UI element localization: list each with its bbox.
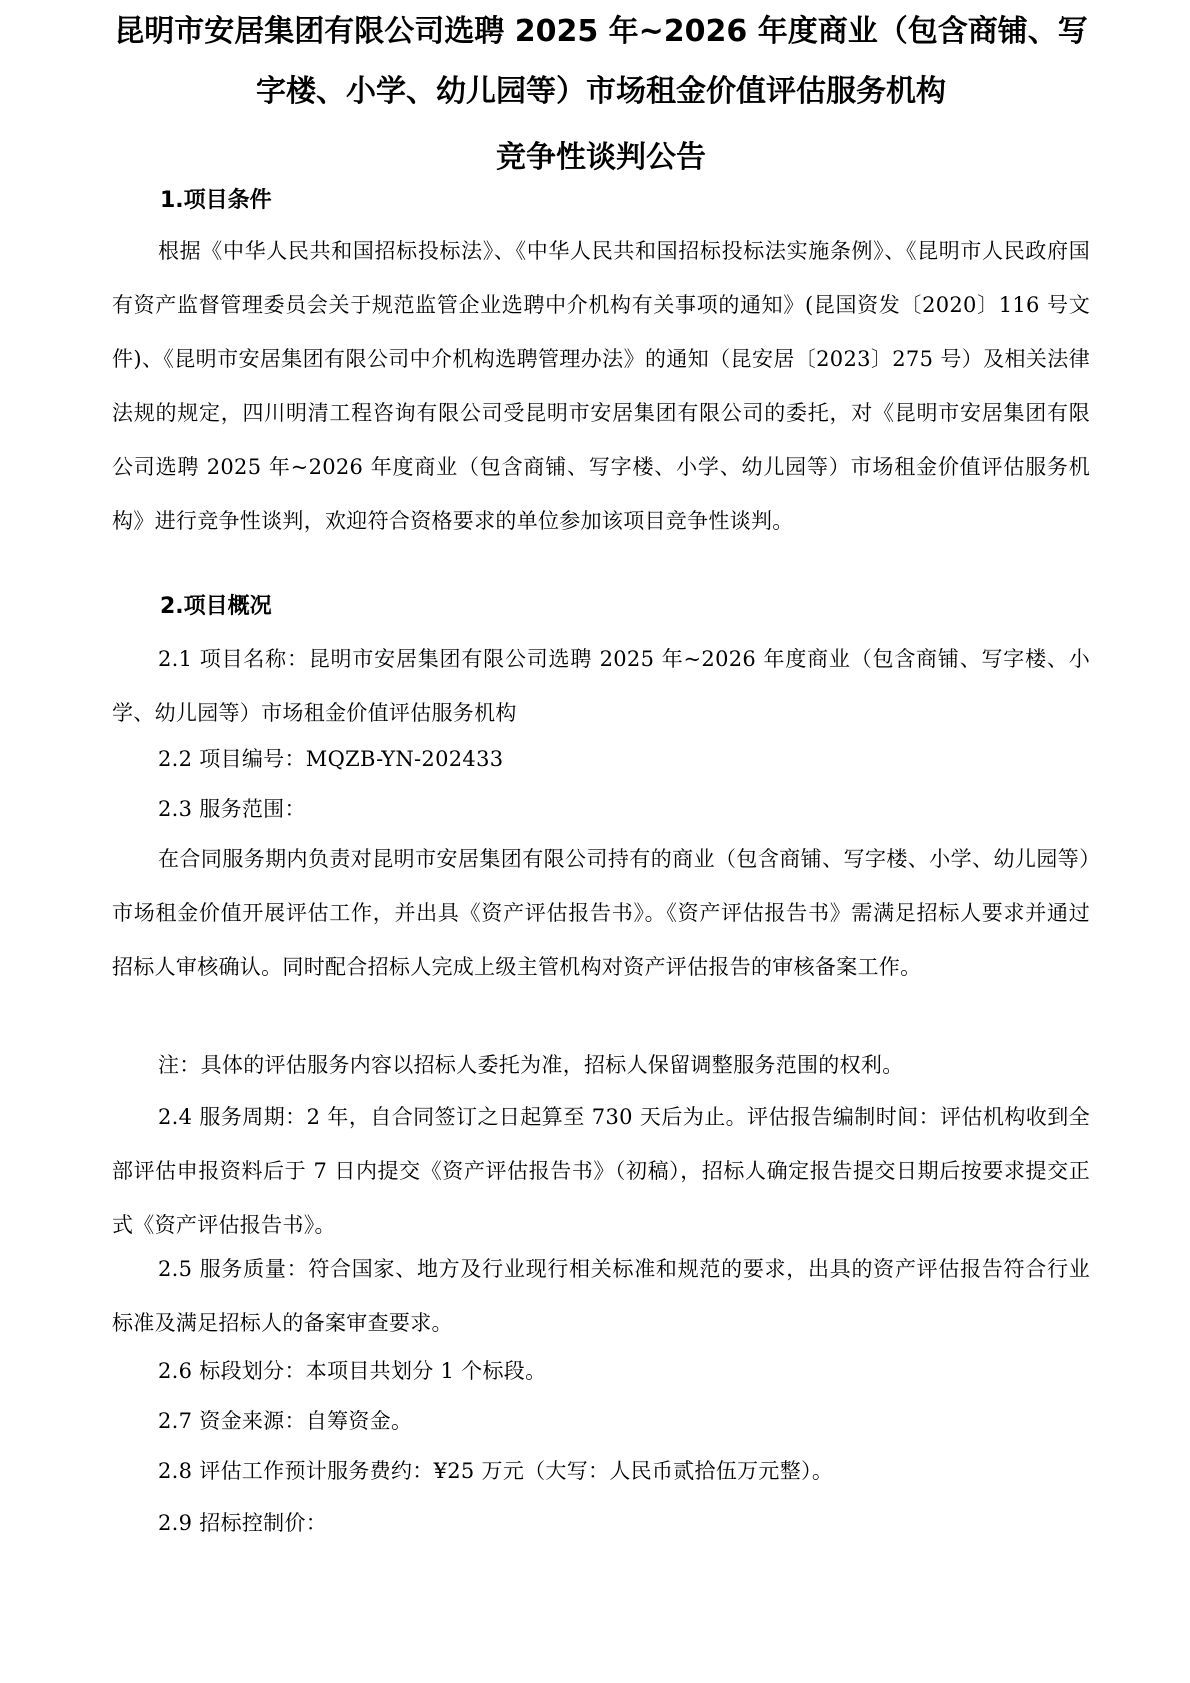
section-2-heading: 2.项目概况: [160, 594, 272, 619]
title-line-3: 竞争性谈判公告: [496, 140, 706, 175]
item-2-5: 2.5 服务质量：符合国家、地方及行业现行相关标准和规范的要求，出具的资产评估报告符合行业标准及满足招标人的备案审查要求。: [112, 1257, 1090, 1335]
item-note: 注：具体的评估服务内容以招标人委托为准，招标人保留调整服务范围的权利。: [158, 1053, 904, 1077]
item-2-3: 2.3 服务范围：: [158, 797, 306, 821]
item-2-6: 2.6 标段划分：本项目共划分 1 个标段。: [158, 1359, 547, 1383]
title-line-1: 昆明市安居集团有限公司选聘 2025 年~2026 年度商业（包含商铺、写: [114, 14, 1088, 49]
item-2-2: 2.2 项目编号：MQZB-YN-202433: [158, 747, 504, 771]
title-line-2: 字楼、小学、幼儿园等）市场租金价值评估服务机构: [256, 74, 946, 109]
section-1-heading: 1.项目条件: [160, 188, 272, 213]
item-2-9: 2.9 招标控制价：: [158, 1511, 328, 1535]
item-2-4: 2.4 服务周期：2 年，自合同签订之日起算至 730 天后为止。评估报告编制时间：评估机构收到全部评估申报资料后于 7 日内提交《资产评估报告书》（初稿），招标人确定报告提交日期后按要求提交正式《资产评估报告书》。: [112, 1105, 1090, 1237]
item-2-8: 2.8 评估工作预计服务费约：¥25 万元（大写：人民币贰拾伍万元整）。: [158, 1459, 834, 1483]
section-1-body: 根据《中华人民共和国招标投标法》、《中华人民共和国招标投标法实施条例》、《昆明市人民政府国有资产监督管理委员会关于规范监管企业选聘中介机构有关事项的通知》(昆国资发〔2020〕116 号文件)、《昆明市安居集团有限公司中介机构选聘管理办法》的通知（昆安居〔2023〕275 号）及相关法律法规的规定，四川明清工程咨询有限公司受昆明市安居集团有限公司的委托，对《昆明市安居集团有限公司选聘 2025 年~2026 年度商业（包含商铺、写字楼、小学、幼儿园等）市场租金价值评估服务机构》进行竞争性谈判，欢迎符合资格要求的单位参加该项目竞争性谈判。: [112, 239, 1090, 533]
item-2-1: 2.1 项目名称：昆明市安居集团有限公司选聘 2025 年~2026 年度商业（包含商铺、写字楼、小学、幼儿园等）市场租金价值评估服务机构: [112, 647, 1090, 725]
item-2-3-body: 在合同服务期内负责对昆明市安居集团有限公司持有的商业（包含商铺、写字楼、小学、幼儿园等）市场租金价值开展评估工作，并出具《资产评估报告书》。《资产评估报告书》需满足招标人要求并通过招标人审核确认。同时配合招标人完成上级主管机构对资产评估报告的审核备案工作。: [112, 847, 1090, 979]
item-2-7: 2.7 资金来源：自筹资金。: [158, 1409, 413, 1433]
